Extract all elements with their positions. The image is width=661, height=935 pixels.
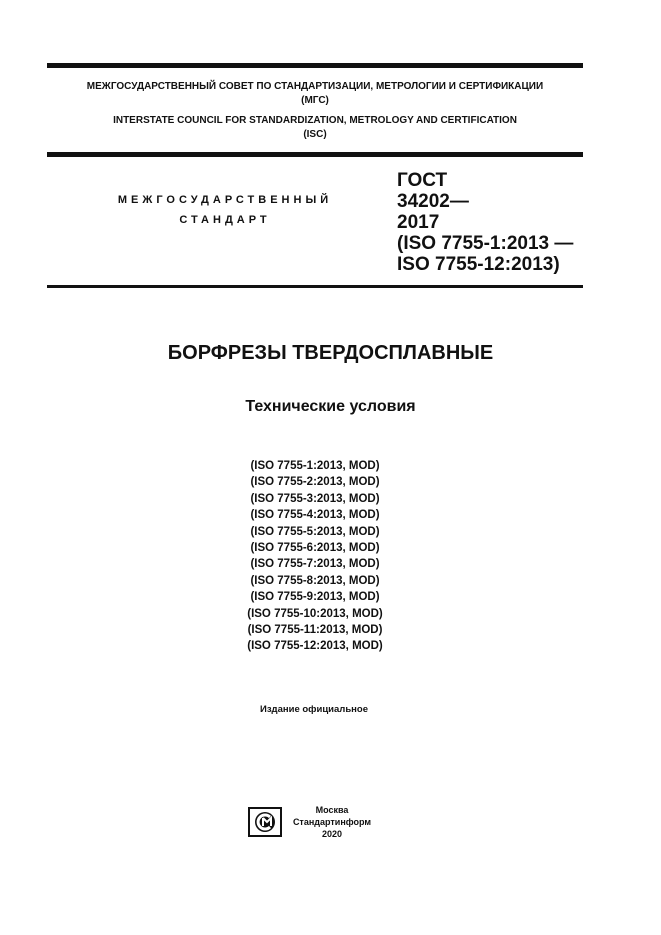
council-name-en: INTERSTATE COUNCIL FOR STANDARDIZATION, METROLOGY AND CERTIFICATION (113, 115, 517, 126)
standard-type-line1: МЕЖГОСУДАРСТВЕННЫЙ (117, 194, 333, 206)
designation-bottom-rule (47, 285, 583, 288)
gost-line: 34202— (397, 191, 469, 212)
publisher-info (292, 804, 372, 840)
iso-reference: (ISO 7755-6:2013, MOD) (250, 542, 380, 555)
gost-line: ISO 7755-12:2013) (397, 254, 560, 275)
document-subtitle: Технические условия (245, 398, 416, 415)
gost-line: ГОСТ (397, 170, 448, 191)
council-abbr-en: (ISC) (303, 129, 327, 140)
iso-reference: (ISO 7755-9:2013, MOD) (250, 591, 380, 604)
gost-line: (ISO 7755-1:2013 — (397, 233, 574, 254)
edition-note: Издание официальное (260, 704, 368, 715)
iso-reference: (ISO 7755-8:2013, MOD) (250, 574, 380, 587)
council-name-ru: МЕЖГОСУДАРСТВЕННЫЙ СОВЕТ ПО СТАНДАРТИЗАЦИИ, МЕТРОЛОГИИ И СЕРТИФИКАЦИИ (86, 81, 544, 92)
iso-reference: (ISO 7755-10:2013, MOD) (247, 607, 383, 620)
iso-reference: (ISO 7755-4:2013, MOD) (250, 509, 380, 522)
standartinform-logo-icon (248, 807, 282, 837)
council-header (47, 80, 583, 142)
iso-references (0, 458, 630, 655)
standard-type (90, 191, 360, 229)
gost-line: 2017 (397, 212, 440, 233)
top-rule (47, 63, 583, 68)
iso-reference: (ISO 7755-7:2013, MOD) (250, 558, 380, 571)
publisher-city: Москва (315, 805, 349, 815)
iso-reference: (ISO 7755-3:2013, MOD) (250, 492, 380, 505)
iso-reference: (ISO 7755-5:2013, MOD) (250, 525, 380, 538)
iso-reference: (ISO 7755-12:2013, MOD) (247, 640, 383, 653)
document-title: БОРФРЕЗЫ ТВЕРДОСПЛАВНЫЕ (167, 342, 494, 364)
header-bottom-rule (47, 152, 583, 157)
publisher-name: Стандартинформ (292, 817, 372, 827)
publisher-year: 2020 (321, 829, 343, 839)
standard-type-line2: СТАНДАРТ (179, 214, 271, 226)
council-abbr-ru: (МГС) (301, 95, 329, 106)
gost-designation (397, 170, 573, 275)
iso-reference: (ISO 7755-1:2013, MOD) (250, 460, 380, 472)
iso-reference: (ISO 7755-11:2013, MOD) (247, 624, 383, 637)
iso-reference: (ISO 7755-2:2013, MOD) (250, 476, 380, 489)
